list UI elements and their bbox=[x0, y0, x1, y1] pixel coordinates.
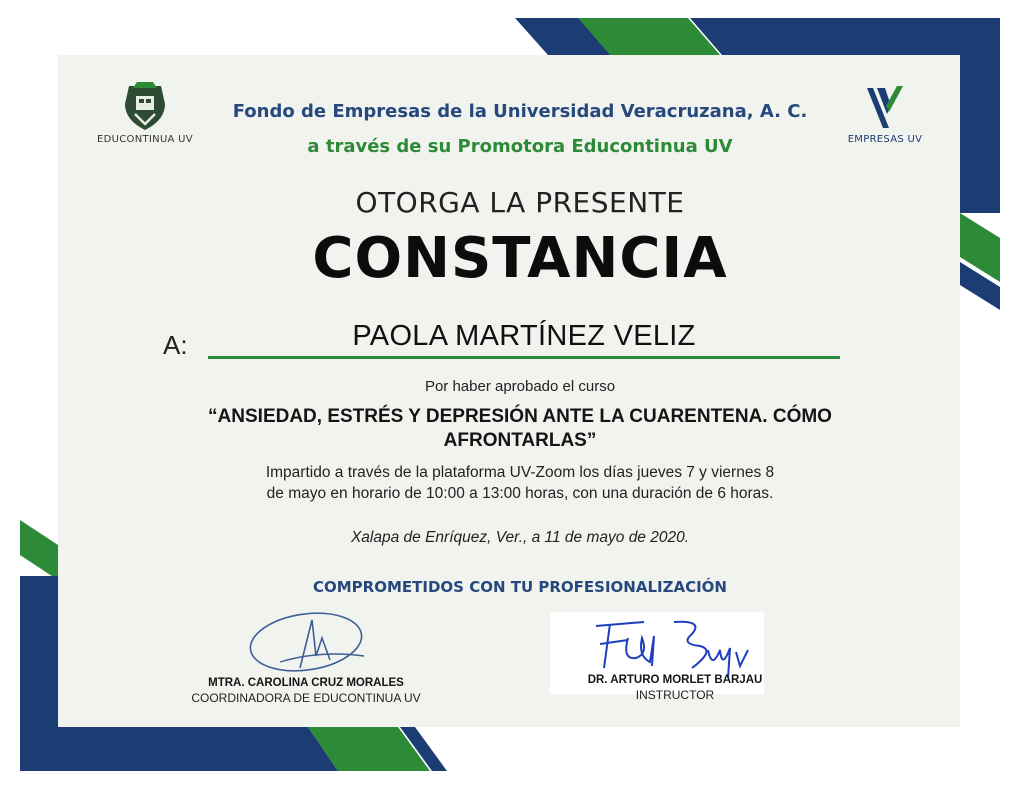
course-title-line-2: AFRONTARLAS” bbox=[443, 430, 597, 451]
reason-text: Por haber aprobado el curso bbox=[424, 378, 616, 395]
left-signer-name: MTRA. CAROLINA CRUZ MORALES bbox=[208, 677, 404, 689]
course-title bbox=[160, 405, 880, 453]
left-signature bbox=[240, 608, 380, 678]
course-details bbox=[160, 462, 880, 504]
right-signer-role: INSTRUCTOR bbox=[635, 688, 715, 702]
place-date: Xalapa de Enríquez, Ver., a 11 de mayo de 2020. bbox=[350, 529, 690, 546]
right-signer-name: DR. ARTURO MORLET BARJAU bbox=[587, 674, 763, 686]
right-signature bbox=[588, 616, 768, 682]
header-line-1: Fondo de Empresas de la Universidad Veracruzana, A. C. bbox=[232, 101, 808, 122]
recipient-name: PAOLA MARTÍNEZ VELIZ bbox=[352, 320, 696, 352]
course-details-line-1: Impartido a través de la plataforma UV-Zoom los días jueves 7 y viernes 8 bbox=[265, 464, 775, 481]
granting-text: OTORGA LA PRESENTE bbox=[355, 186, 685, 219]
motto: COMPROMETIDOS CON TU PROFESIONALIZACIÓN bbox=[313, 578, 727, 596]
certificate-title: CONSTANCIA bbox=[312, 226, 728, 291]
recipient-underline bbox=[208, 356, 840, 359]
header-line-2: a través de su Promotora Educontinua UV bbox=[307, 136, 733, 157]
recipient-prefix: A: bbox=[163, 330, 188, 360]
course-title-line-1: “ANSIEDAD, ESTRÉS Y DEPRESIÓN ANTE LA CUARENTENA. CÓMO bbox=[208, 406, 832, 427]
educontinua-caption: EDUCONTINUA UV bbox=[97, 134, 193, 145]
left-signer-role: COORDINADORA DE EDUCONTINUA UV bbox=[191, 691, 421, 705]
empresas-uv-caption: EMPRESAS UV bbox=[847, 134, 923, 145]
course-details-line-2: de mayo en horario de 10:00 a 13:00 horas, con una duración de 6 horas. bbox=[266, 485, 774, 502]
